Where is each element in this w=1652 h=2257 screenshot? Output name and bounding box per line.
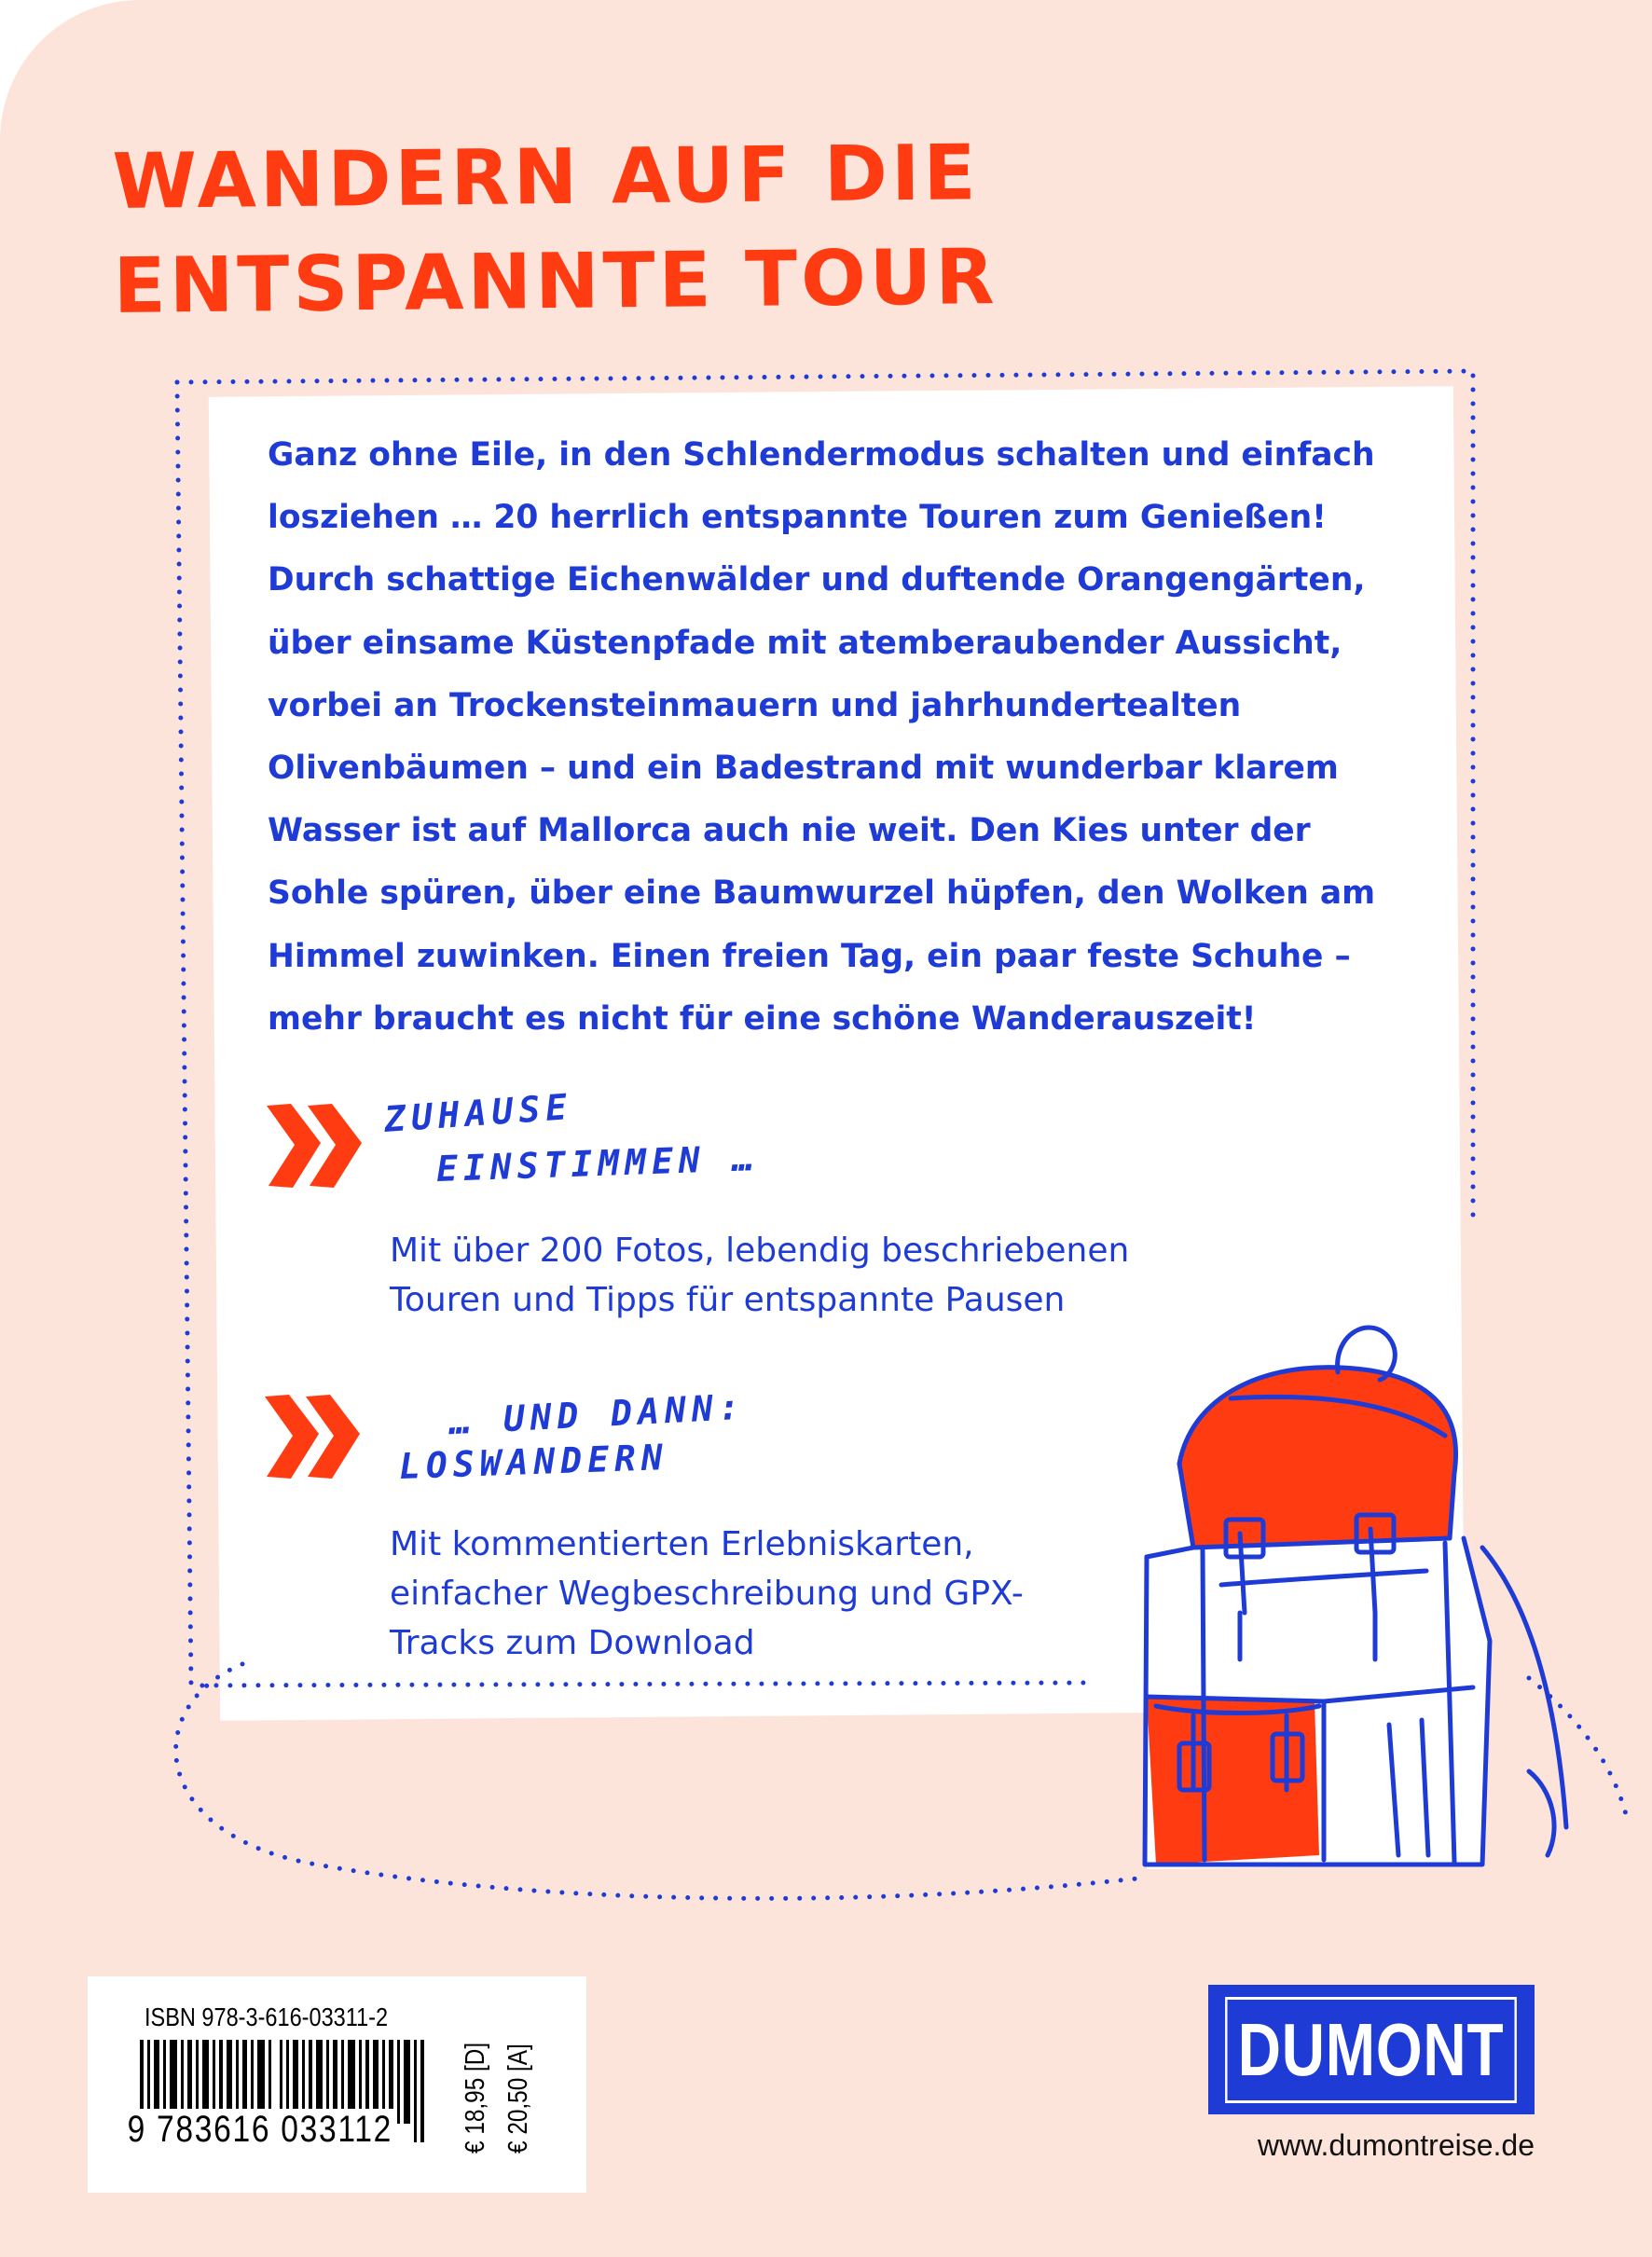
intro-line: vorbei an Trockensteinmauern und jahrhundertealten bbox=[268, 686, 1242, 724]
feature-text bbox=[390, 1226, 1129, 1325]
isbn-label: ISBN 978-3-616-03311-2 bbox=[145, 2002, 389, 2031]
feature-text bbox=[390, 1520, 1024, 1668]
headline-line-1: WANDERN AUF DIE bbox=[112, 129, 980, 227]
double-chevron-icon bbox=[261, 1391, 364, 1484]
feature-heading: EINSTIMMEN … bbox=[435, 1136, 761, 1190]
double-chevron-icon bbox=[263, 1100, 365, 1193]
backpack-icon bbox=[1091, 1305, 1576, 1883]
intro-line: Sohle spüren, über eine Baumwurzel hüpfen, den Wolken am bbox=[268, 874, 1376, 913]
intro-line: losziehen … 20 herrlich entspannte Touren zum Genießen! bbox=[268, 499, 1327, 537]
feature-text-line: Mit über 200 Fotos, lebendig beschriebenen bbox=[390, 1232, 1130, 1270]
intro-line: Olivenbäumen – und ein Badestrand mit wunderbar klarem bbox=[268, 750, 1339, 788]
intro-line: mehr braucht es nicht für eine schöne Wanderauszeit! bbox=[268, 999, 1257, 1038]
intro-text bbox=[268, 424, 1442, 1051]
feature-text-line: Tracks zum Download bbox=[390, 1624, 755, 1662]
feature-text-line: Touren und Tipps für entspannte Pausen bbox=[390, 1281, 1066, 1319]
publisher-url[interactable]: www.dumontreise.de bbox=[1257, 2128, 1535, 2162]
headline-line-2: ENTSPANNTE TOUR bbox=[113, 233, 998, 331]
intro-line: Himmel zuwinken. Einen freien Tag, ein paar feste Schuhe – bbox=[268, 937, 1351, 975]
publisher-logo-text: DUMONT bbox=[1226, 1997, 1518, 2103]
feature-text-line: einfacher Wegbeschreibung und GPX- bbox=[390, 1575, 1024, 1613]
price-germany: € 18,95 [D] bbox=[461, 2042, 490, 2154]
intro-line: über einsame Küstenpfade mit atemberaubender Aussicht, bbox=[268, 624, 1342, 662]
price-austria: € 20,50 [A] bbox=[503, 2044, 533, 2154]
isbn-digits: 9 783616 033112 bbox=[127, 2109, 392, 2150]
publisher-logo bbox=[1208, 1985, 1535, 2114]
feature-text-line: Mit kommentierten Erlebniskarten, bbox=[390, 1525, 974, 1563]
intro-line: Durch schattige Eichenwälder und duftende Orangengärten, bbox=[268, 561, 1366, 599]
feature-heading: ZUHAUSE bbox=[382, 1086, 574, 1140]
intro-line: Wasser ist auf Mallorca auch nie weit. Den Kies unter der bbox=[268, 812, 1311, 850]
feature-heading: … UND DANN: bbox=[448, 1385, 747, 1443]
feature-heading: LOSWANDERN bbox=[398, 1436, 669, 1488]
intro-line: Ganz ohne Eile, in den Schlendermodus schalten und einfach bbox=[268, 436, 1375, 474]
